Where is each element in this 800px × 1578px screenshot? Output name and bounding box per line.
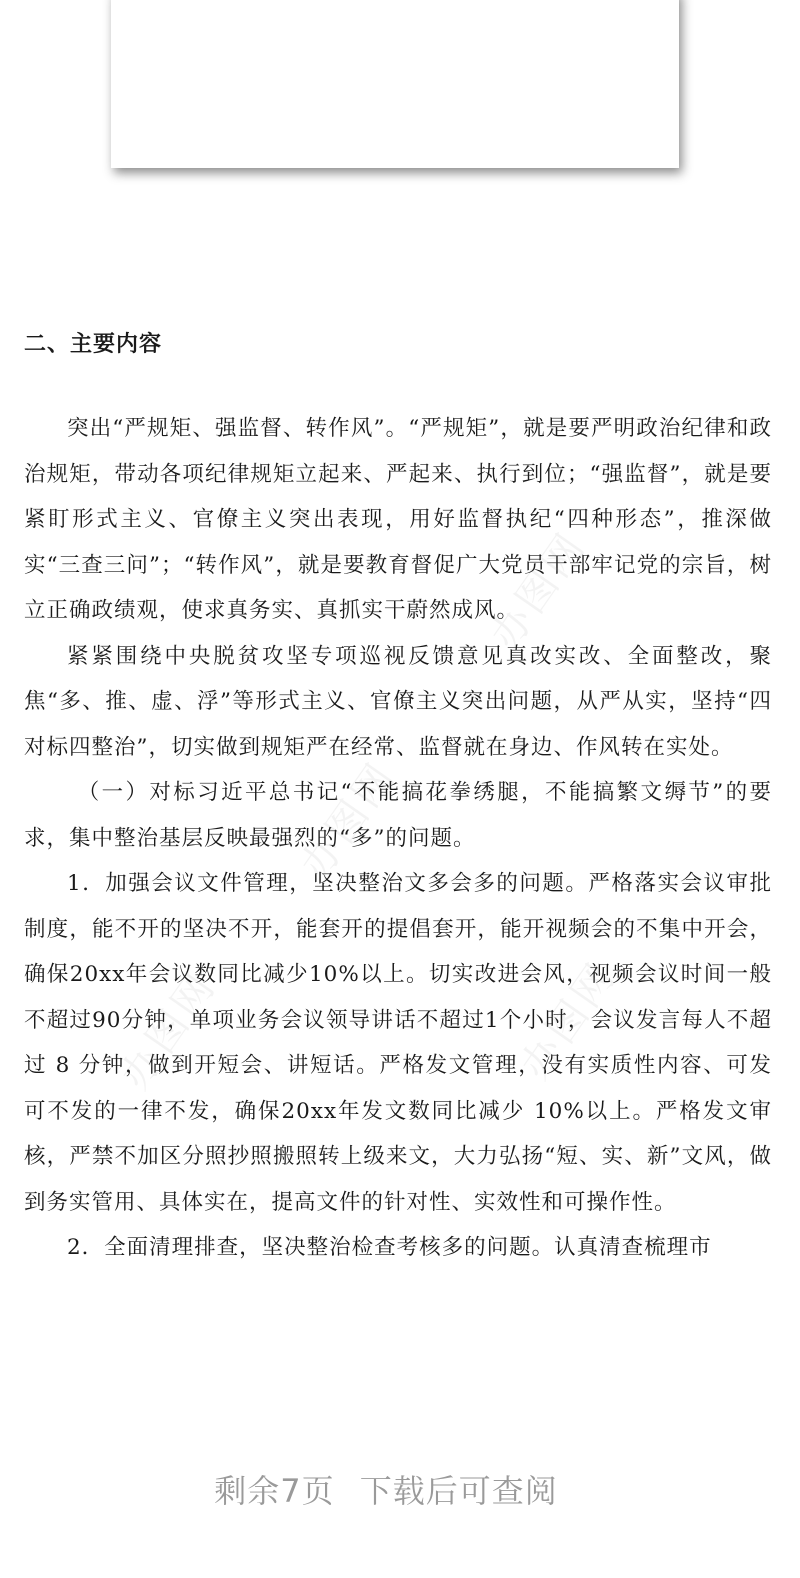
document-body (24, 406, 772, 1271)
remaining-pages-notice[interactable]: 剩余7页 下载后可查阅 (214, 1472, 558, 1510)
paragraph: 2．全面清理排查，坚决整治检查考核多的问题。认真清查梳理市 (67, 1235, 712, 1260)
paragraph: （一）对标习近平总书记“不能搞花拳绣腿，不能搞繁文缛节”的要求，集中整治基层反映最强烈的“多”的问题。 (24, 780, 772, 851)
paragraph: 1．加强会议文件管理，坚决整治文多会多的问题。严格落实会议审批制度，能不开的坚决不开，能套开的提倡套开，能开视频会的不集中开会，确保20xx年会议数同比减少10%以上。切实改进会风，视频会议时间一般不超过90分钟，单项业务会议领导讲话不超过1个小时，会议发言每人不超过 8 分钟，做到开短会、讲短话。严格发文管理，没有实质性内容、可发可不发的一律不发，确保20xx年发文数同比减少 10%以上。严格发文审核，严禁不加区分照抄照搬照转上级来文，大力弘扬“短、实、新”文风，做到务实管用、具体实在，提高文件的针对性、实效性和可操作性。 (24, 871, 772, 1215)
watermark: 办图网 (482, 523, 596, 658)
previous-page-preview (111, 0, 679, 168)
paragraph: 紧紧围绕中央脱贫攻坚专项巡视反馈意见真改实改、全面整改，聚焦“多、推、虚、浮”等形式主义、官僚主义突出问题，从严从实，坚持“四对标四整治”，切实做到规矩严在经常、监督就在身边、作风转在实处。 (24, 643, 772, 760)
watermark: 办图网 (292, 753, 406, 888)
watermark: 办图网 (512, 953, 626, 1088)
paragraph: 突出“严规矩、强监督、转作风”。“严规矩”，就是要严明政治纪律和政治规矩，带动各项纪律规矩立起来、严起来、执行到位；“强监督”，就是要紧盯形式主义、官僚主义突出表现，用好监督执纪“四种形态”，推深做实“三查三问”；“转作风”，就是要教育督促广大党员干部牢记党的宗旨，树立正确政绩观，使求真务实、真抓实干蔚然成风。 (24, 416, 772, 623)
watermark: 办图网 (112, 963, 226, 1098)
section-heading: 二、主要内容 (24, 332, 163, 357)
